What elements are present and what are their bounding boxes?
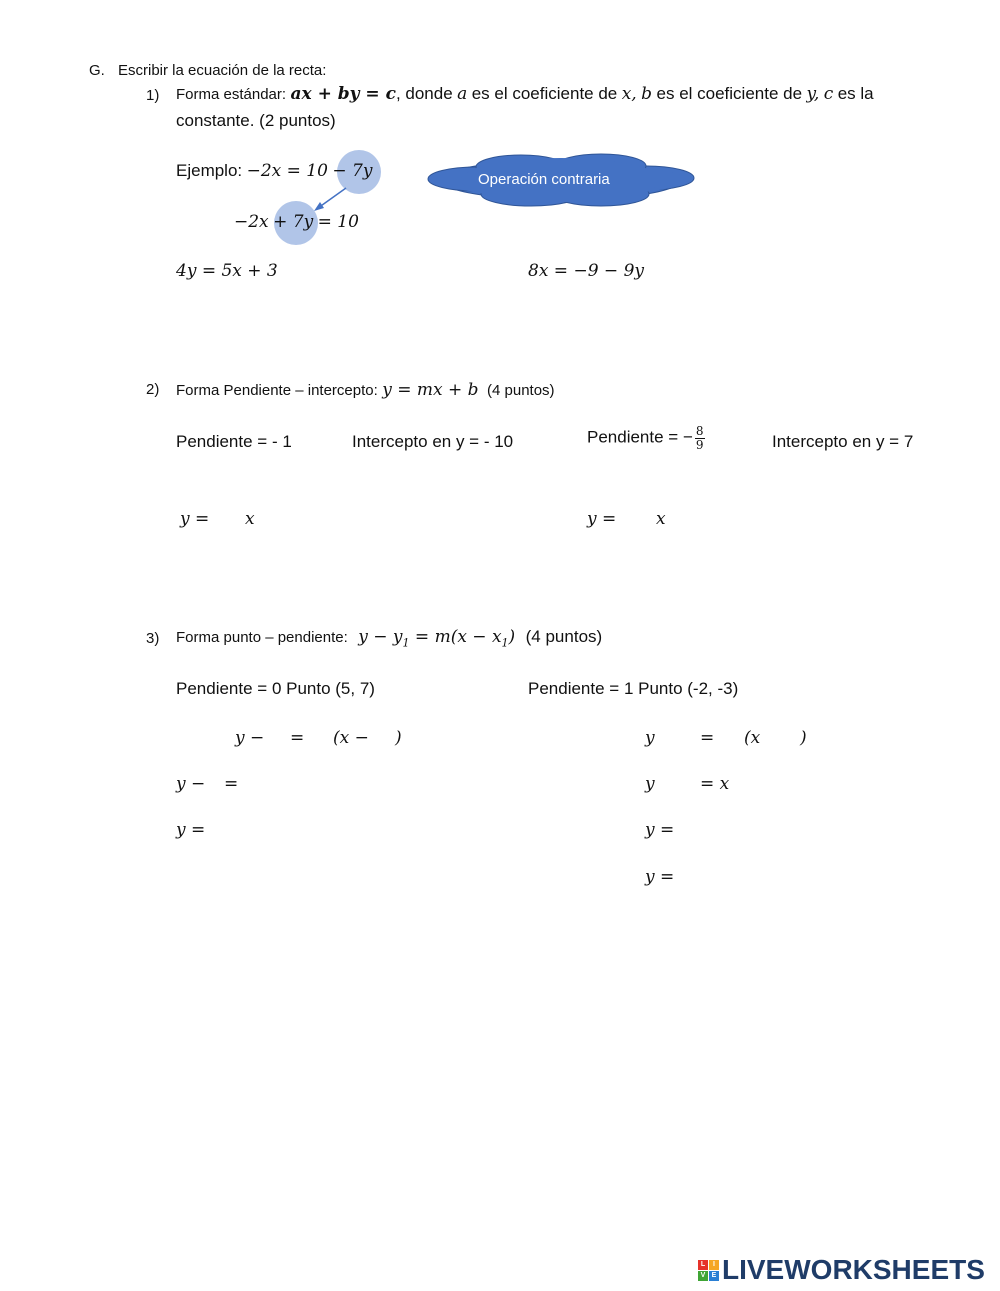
part2-slope-b <box>587 425 705 452</box>
example-label: Ejemplo: <box>176 161 243 180</box>
part2-label: Forma Pendiente – intercepto: <box>176 382 378 399</box>
part1-line1 <box>176 84 874 104</box>
formula-sub2: 1 <box>501 636 509 650</box>
example-eq1-tail: − 7y <box>332 161 373 181</box>
part1-desc-1: , donde <box>395 84 453 103</box>
formula-sub1: 1 <box>402 636 410 650</box>
formula-head: y − y <box>358 627 403 647</box>
left-step1-c: (x − <box>333 728 369 748</box>
section-letter: G. <box>89 62 105 79</box>
part1-desc-2: es el coeficiente de <box>471 84 618 103</box>
part2-number: 2) <box>146 381 160 398</box>
formula-tail: ) <box>508 627 516 647</box>
part1-desc-4: es la <box>837 84 874 103</box>
part2-points: (4 puntos) <box>487 382 555 399</box>
example-eq2-mid: + 7y <box>273 212 314 232</box>
part3-number: 3) <box>146 630 160 647</box>
part2-formula: y = mx + b <box>382 380 479 400</box>
right-step2-b: = x <box>700 774 730 794</box>
part2-heading <box>176 380 555 400</box>
logo-blocks-icon <box>698 1260 719 1281</box>
part1-line2: constante. (2 puntos) <box>176 111 336 130</box>
part3-points: (4 puntos) <box>525 627 603 646</box>
part2-slope-a: Pendiente = - 1 <box>176 432 292 451</box>
part3-left-given: Pendiente = 0 Punto (5, 7) <box>176 679 375 698</box>
part3-formula <box>358 627 516 650</box>
left-step1-d: ) <box>395 728 402 748</box>
callout-label: Operación contraria <box>478 171 610 188</box>
left-step2-a: y − <box>176 774 206 794</box>
part3-heading <box>176 627 602 649</box>
right-step1-b: = <box>700 728 715 748</box>
part2-answer-a-y: y = <box>180 509 210 529</box>
left-step3: y = <box>176 820 206 840</box>
part2-intercept-b: Intercepto en y = 7 <box>772 432 914 451</box>
right-step1-a: y <box>645 728 655 748</box>
part1-label: Forma estándar: <box>176 86 287 103</box>
part1-var-c: c <box>823 84 834 104</box>
left-step1-a: y − <box>235 728 265 748</box>
example-eq1: −2x = 10 <box>246 161 328 181</box>
part2-answer-a-x: x <box>245 509 255 529</box>
formula-mid: = m(x − x <box>409 627 502 647</box>
part1-desc-3: es el coeficiente de <box>656 84 803 103</box>
logo-block-v: V <box>698 1271 708 1281</box>
fraction-denominator: 9 <box>695 438 704 452</box>
part1-var-a: a <box>457 84 468 104</box>
right-step1-c: (x <box>744 728 761 748</box>
part1-var-y: y, <box>806 84 820 104</box>
example-eq2-head: −2x <box>234 212 269 232</box>
logo-block-i: I <box>709 1260 719 1270</box>
part1-number: 1) <box>146 87 160 104</box>
right-step4: y = <box>645 867 675 887</box>
logo-block-e: E <box>709 1271 719 1281</box>
left-step2-b: = <box>224 774 239 794</box>
part1-formula: ax + by = c <box>290 84 396 104</box>
left-step1-b: = <box>290 728 305 748</box>
brand-name: LIVEWORKSHEETS <box>722 1254 985 1285</box>
liveworksheets-logo <box>698 1254 985 1286</box>
part2-slope-b-label: Pendiente = − <box>587 427 693 447</box>
example-line-2 <box>234 212 359 232</box>
exercise-a: 4y = 5x + 3 <box>176 261 278 281</box>
part2-intercept-a: Intercepto en y = - 10 <box>352 432 514 451</box>
slope-fraction <box>695 425 705 452</box>
right-step3: y = <box>645 820 675 840</box>
part1-var-x: x, <box>621 84 637 104</box>
example-line-1 <box>176 161 372 181</box>
section-title: Escribir la ecuación de la recta: <box>118 62 327 79</box>
example-eq2-tail: = 10 <box>317 212 359 232</box>
right-step1-d: ) <box>800 728 807 748</box>
right-step2-a: y <box>645 774 655 794</box>
part3-right-given: Pendiente = 1 Punto (-2, -3) <box>528 679 739 698</box>
exercise-b: 8x = −9 − 9y <box>528 261 644 281</box>
part2-answer-b-y: y = <box>587 509 617 529</box>
logo-block-l: L <box>698 1260 708 1270</box>
part3-label: Forma punto – pendiente: <box>176 629 348 646</box>
fraction-numerator: 8 <box>695 424 704 438</box>
part1-var-b: b <box>641 84 653 104</box>
part2-answer-b-x: x <box>656 509 666 529</box>
